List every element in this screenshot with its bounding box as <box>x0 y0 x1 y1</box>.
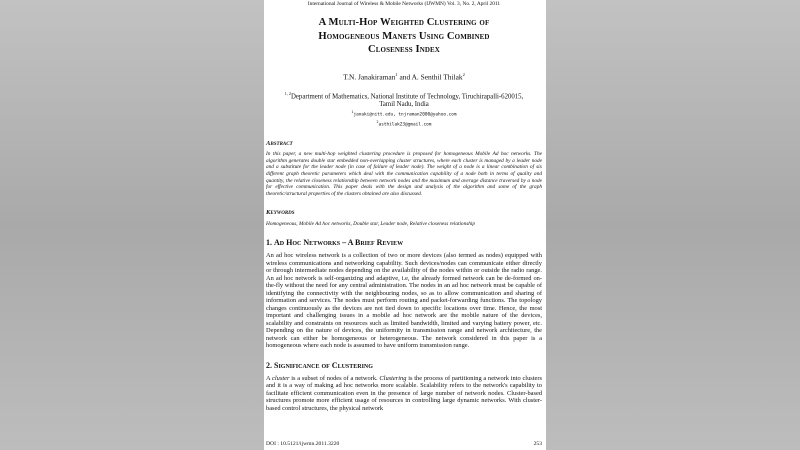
email-1-sup: 1 <box>351 110 354 115</box>
section-1-title: Ad Hoc Networks – A Brief Review <box>274 238 404 248</box>
page-number: 253 <box>533 441 542 447</box>
abstract-heading: Abstract <box>266 140 293 148</box>
email-1-text: janaki@nitt.edu, tnjraman2000@yahoo.com <box>353 112 457 118</box>
email-2-sup: 2 <box>376 119 379 124</box>
title-line-2: Homogeneous Manets Using Combined <box>318 30 490 42</box>
section-1-heading <box>266 238 542 247</box>
keywords-heading: Keywords <box>266 209 295 217</box>
title-line-3: Closeness Index <box>368 44 440 55</box>
section-2-text <box>266 375 542 413</box>
section-1-number: 1. <box>266 238 272 248</box>
authors <box>266 72 542 81</box>
background-right <box>546 0 800 450</box>
s2-em-cluster: cluster <box>272 374 290 382</box>
author-2: and A. Senthil Thilak <box>399 71 463 81</box>
journal-header: International Journal of Wireless & Mobile Networks (IJWMN) Vol. 3, No. 2, April 2011 <box>307 1 501 7</box>
background-left <box>0 0 264 450</box>
affil-sup: 1, 2 <box>284 90 291 96</box>
abstract-text: In this paper, a new multi-hop weighted clustering procedure is proposed for homogeneous Mobile Ad hoc networks. The algorithm generates double star embedded non-overlapping cluster structures, where each cluster is managed by a leader node and a substitute for the leader node (in case of failure of leader node). The weight of a node is a linear combination of six different graph theoretic parameters which deal with the communication capability of a node both in terms of quality and quantity, the relative closeness relationship between network nodes and the maximum and average distance traversed by a node for effective communication. This paper deals with the design and analysis of the algorithm and some of the graph theoretic/structural properties of the clusters obtained are also discussed. <box>266 151 542 197</box>
s2-em-clustering: Clustering <box>379 374 407 382</box>
affil-line-1: Department of Mathematics, National Institute of Technology, Tiruchirapalli-620015, <box>291 93 524 101</box>
page-footer <box>266 441 542 447</box>
s2-text-b: is a subset of nodes of a network. <box>289 374 380 382</box>
author-1-sup: 1 <box>395 71 398 77</box>
section-2-title: Significance of Clustering <box>274 360 373 370</box>
s2-text-c: is the process of partitioning a network into clusters and it is a way of making ad hoc networks more scalable. Scalability refers to the network's capability to facilitate efficient communication even in the presence of large number of network nodes. Cluster-based structures promote more efficient usage of resources in controlling large dynamic networks. With cluster-based control structures, the physical network <box>266 374 542 412</box>
section-2-number: 2. <box>266 360 272 370</box>
email-1 <box>266 109 542 118</box>
affiliation <box>266 90 542 109</box>
section-2-heading <box>266 361 542 370</box>
keywords-text: Homogeneous, Mobile Ad hoc networks, Double star, Leader node, Relative closeness relationship <box>266 221 476 228</box>
paper-title <box>266 16 542 57</box>
author-1: T.N. Janakiraman <box>343 71 396 81</box>
affil-line-2: Tamil Nadu, India <box>379 101 429 109</box>
doi: DOI : 10.5121/ijwmn.2011.3220 <box>266 441 340 447</box>
author-2-sup: 2 <box>462 71 465 77</box>
email-2 <box>266 119 542 128</box>
s2-text-a: A <box>266 374 273 382</box>
section-1-text: An ad hoc wireless network is a collection of two or more devices (also termed as nodes) equipped with wireless communications and networking capability. Such devices/nodes can communicate either directly or through intermediate nodes depending on the availability of the nodes within or outside the radio range. An ad hoc network is self-organizing and adaptive, i.e, the already formed network can be de-formed on-the-fly without the need for any central administration. The nodes in an ad hoc network must be capable of identifying the connectivity with the neighbouring nodes, so as to allow communication and sharing of information and services. The nodes must perform routing and packet-forwarding functions. The topology changes continuously as the devices are not tied down to specific locations over time. Hence, the most important and challenging issues in a mobile ad hoc network are the mobile nature of the devices, scalability and constraints on resources such as limited bandwidth, limited and varying battery power, etc. Depending on the nature of devices, the uniformity in transmission range and network architecture, the network can either be homogeneous or heterogeneous. The network considered in this paper is a homogeneous where each node is assumed to have uniform transmission range. <box>266 252 542 350</box>
title-line-1: A Multi-Hop Weighted Clustering of <box>318 17 490 28</box>
page-content <box>266 0 542 412</box>
document-page <box>264 0 546 450</box>
email-2-text: asthilak23@gmail.com <box>378 122 432 128</box>
